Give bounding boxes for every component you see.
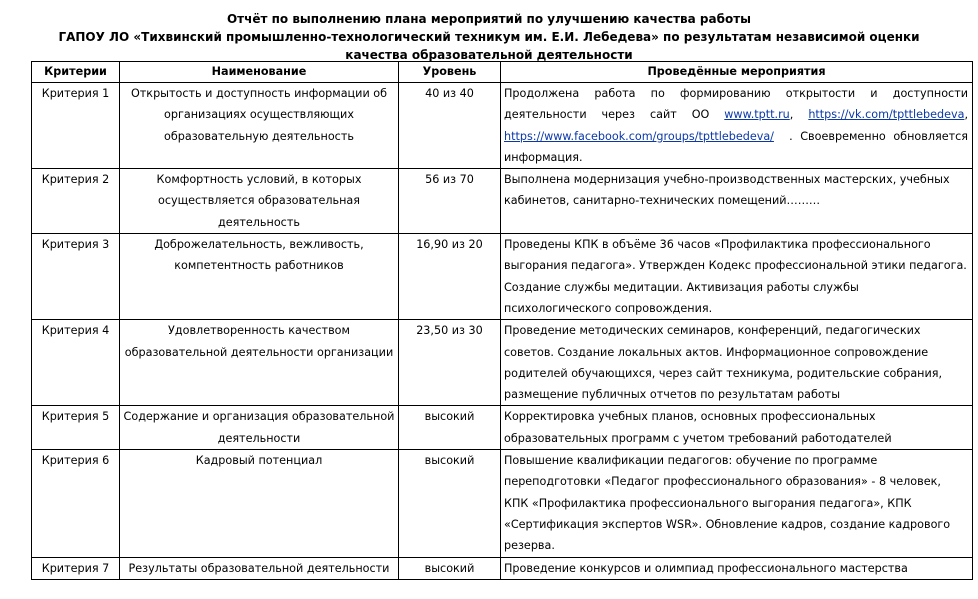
actions-cell: Проведение методических семинаров, конференций, педагогических советов. Создание локальных актов. Информационное сопровождение родителей обучающихся, через сайт техникума, родительские собрания, размещение публичных отчетов по результатам работы	[501, 320, 973, 406]
name-cell: Комфортность условий, в которых осуществляется образовательная деятельность	[120, 169, 399, 234]
actions-cell: Корректировка учебных планов, основных профессиональных образовательных программ с учетом требований работодателей	[501, 406, 973, 450]
name-cell: Кадровый потенциал	[120, 450, 399, 557]
table-row	[32, 450, 973, 557]
criterion-cell: Критерия 6	[32, 450, 120, 557]
table-row	[32, 169, 973, 234]
actions-cell: Проведены КПК в объёме 36 часов «Профилактика профессионального выгорания педагога». Утвержден Кодекс профессиональной этики педагога. Создание службы медитации. Активизация работы службы психологического сопровождения.	[501, 234, 973, 320]
actions-cell: Выполнена модернизация учебно-производственных мастерских, учебных кабинетов, санитарно-технических помещений………	[501, 169, 973, 234]
table-header-row	[32, 62, 973, 83]
criterion-cell: Критерия 3	[32, 234, 120, 320]
level-cell: высокий	[399, 557, 501, 579]
table-row	[32, 557, 973, 579]
name-cell: Содержание и организация образовательной деятельности	[120, 406, 399, 450]
level-cell: 56 из 70	[399, 169, 501, 234]
criterion-cell: Критерия 1	[32, 83, 120, 169]
separator: ,	[789, 108, 794, 122]
header-name: Наименование	[120, 62, 399, 83]
level-cell: высокий	[399, 450, 501, 557]
header-actions: Проведённые мероприятия	[501, 62, 973, 83]
header-criteria: Критерии	[32, 62, 120, 83]
level-cell: 23,50 из 30	[399, 320, 501, 406]
level-cell: высокий	[399, 406, 501, 450]
actions-cell: Повышение квалификации педагогов: обучение по программе переподготовки «Педагог профессионального образования» - 8 человек, КПК «Профилактика профессионального выгорания педагога», КПК «Сертификация экспертов WSR». Обновление кадров, создание кадрового резерва.	[501, 450, 973, 557]
header-level: Уровень	[399, 62, 501, 83]
document-title	[0, 10, 978, 64]
name-cell: Доброжелательность, вежливость, компетентность работников	[120, 234, 399, 320]
actions-cell	[501, 83, 973, 169]
report-table	[31, 61, 973, 580]
title-line-2: ГАПОУ ЛО «Тихвинский промышленно-технологический техникум им. Е.И. Лебедева» по результатам независимой оценки	[58, 30, 920, 44]
actions-cell: Проведение конкурсов и олимпиад профессионального мастерства	[501, 557, 973, 579]
name-cell: Результаты образовательной деятельности	[120, 557, 399, 579]
table-row	[32, 83, 973, 169]
level-cell: 40 из 40	[399, 83, 501, 169]
separator: ,	[964, 108, 968, 122]
name-cell: Удовлетворенность качеством образовательной деятельности организации	[120, 320, 399, 406]
criterion-cell: Критерия 2	[32, 169, 120, 234]
title-line-3: качества образовательной деятельности	[345, 48, 633, 62]
link-site[interactable]: www.tptt.ru	[724, 108, 790, 122]
criterion-cell: Критерия 4	[32, 320, 120, 406]
link-vk[interactable]: https://vk.com/tpttlebedeva	[808, 108, 965, 122]
criterion-cell: Критерия 7	[32, 557, 120, 579]
title-line-1: Отчёт по выполнению плана мероприятий по улучшению качества работы	[226, 12, 752, 26]
table-row	[32, 406, 973, 450]
level-cell: 16,90 из 20	[399, 234, 501, 320]
link-facebook[interactable]: https://www.facebook.com/groups/tpttlebedeva/	[504, 129, 774, 143]
table-row	[32, 320, 973, 406]
name-cell: Открытость и доступность информации об организациях осуществляющих образовательную деятельность	[120, 83, 399, 169]
table-row	[32, 234, 973, 320]
actions-text: . Своевременно обновляется информация.	[504, 129, 968, 164]
actions-text: Продолжена работа по формированию открытости и доступности деятельности через сайт ОО	[504, 87, 968, 122]
criterion-cell: Критерия 5	[32, 406, 120, 450]
